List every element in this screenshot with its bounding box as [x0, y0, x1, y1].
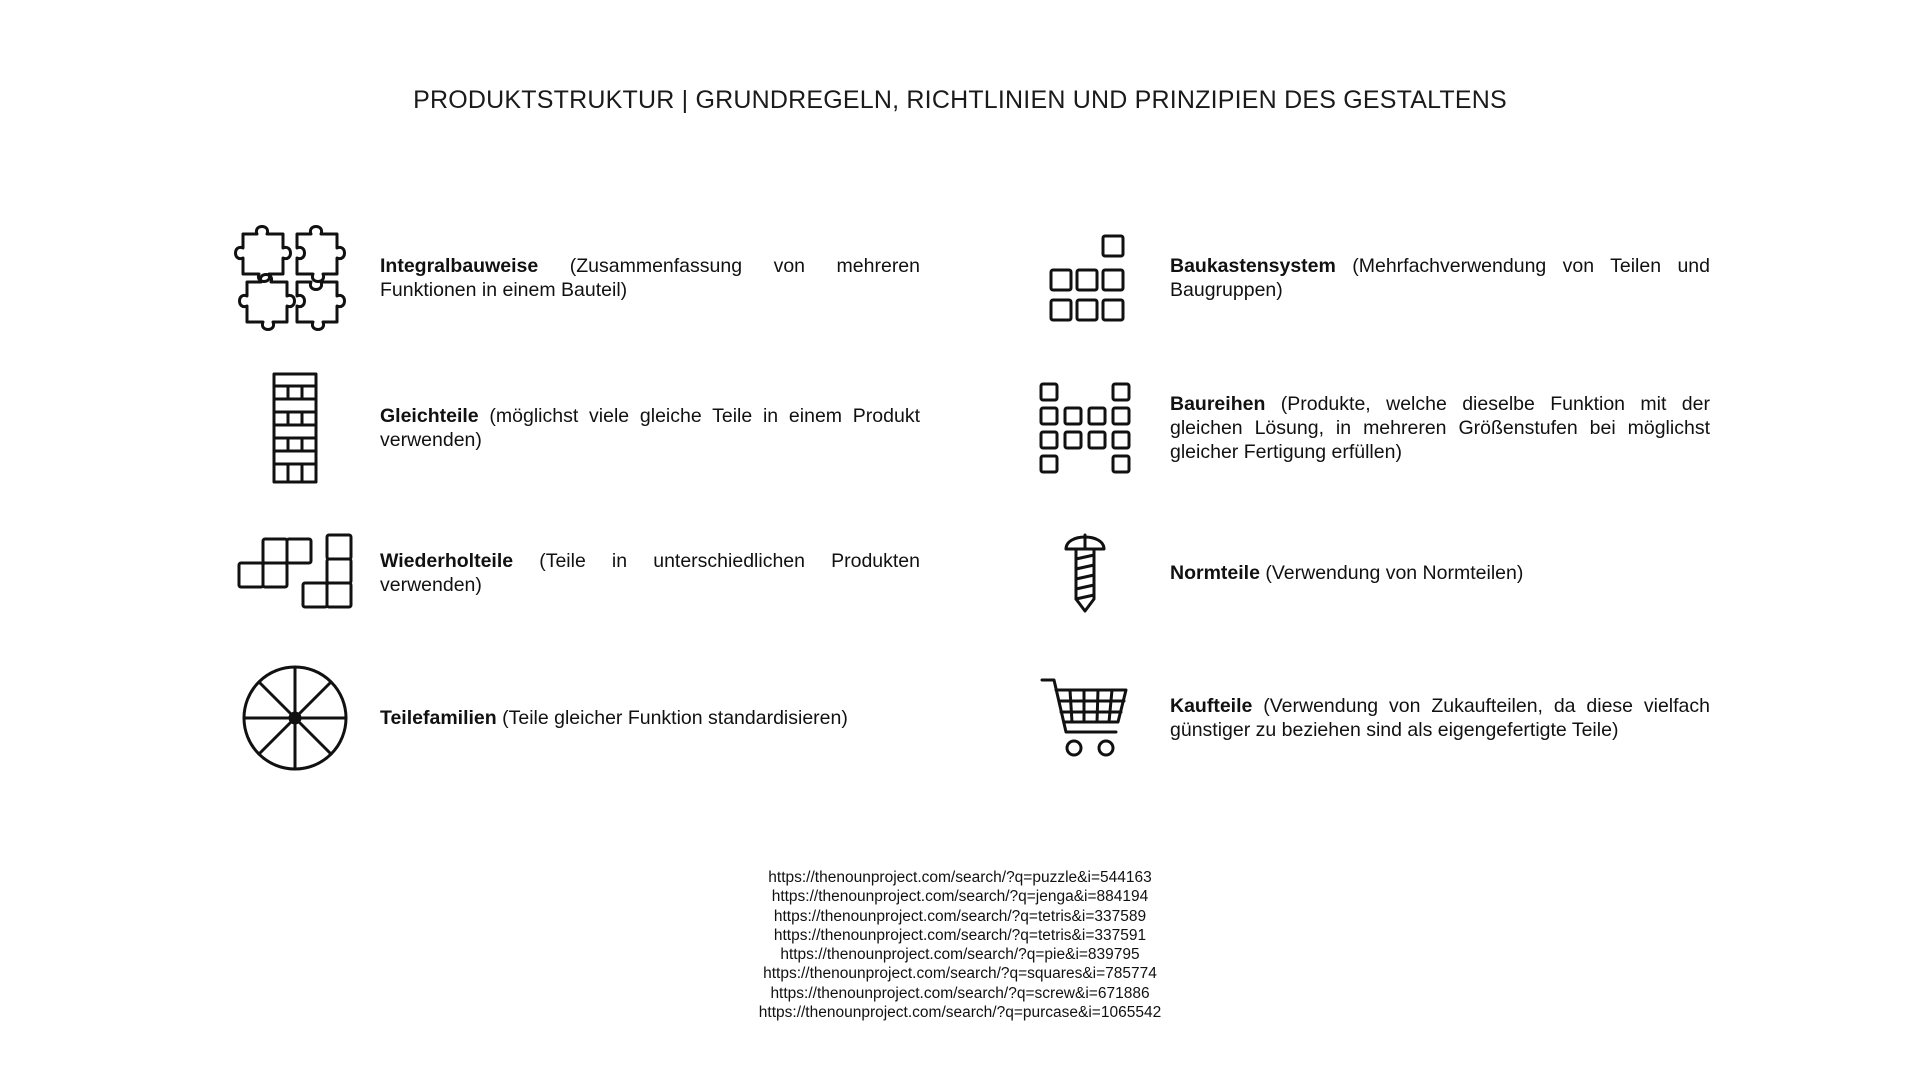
item-term: Integralbauweise — [380, 255, 539, 277]
source-link[interactable]: https://thenounproject.com/search/?q=squares&i=785774 — [763, 965, 1157, 983]
item-kaufteile — [1015, 658, 1735, 778]
item-wiederholteile — [225, 513, 945, 633]
item-description: (Verwendung von Normteilen) — [1259, 562, 1524, 584]
item-description: (Zusammenfassung von mehreren Funktionen in einem Bauteil) — [380, 255, 920, 301]
item-term: Baureihen — [1170, 393, 1266, 415]
item-description: (Verwendung von Zukaufteilen, da diese vielfach günstiger zu beziehen sind als eigengefertigte Teile) — [1170, 695, 1710, 741]
item-normteile — [1015, 513, 1735, 633]
item-term: Baukastensystem — [1170, 255, 1336, 277]
item-term: Kaufteile — [1170, 695, 1253, 717]
item-baukastensystem — [1015, 218, 1735, 338]
squares-grid-icon — [1015, 368, 1155, 488]
source-link[interactable]: https://thenounproject.com/search/?q=tetris&i=337591 — [773, 926, 1147, 944]
item-description: (Produkte, welche dieselbe Funktion mit der gleichen Lösung, in mehreren Größenstufen bei möglichst gleicher Fertigung erfüllen) — [1170, 393, 1710, 463]
item-description: (Teile gleicher Funktion standardisieren) — [496, 707, 848, 729]
squares-icon — [1015, 218, 1155, 338]
item-text — [1170, 694, 1710, 742]
shopping-cart-icon — [1015, 658, 1155, 778]
item-integralbauweise — [225, 218, 945, 338]
item-text — [380, 404, 920, 452]
source-link[interactable]: https://thenounproject.com/search/?q=puzzle&i=544163 — [768, 869, 1152, 886]
item-description: (Teile in unterschiedlichen Produkten verwenden) — [380, 550, 920, 596]
item-term: Teilefamilien — [380, 707, 497, 729]
source-link[interactable]: https://thenounproject.com/search/?q=screw&i=671886 — [770, 984, 1150, 1002]
item-text — [380, 549, 920, 597]
page-title: PRODUKTSTRUKTUR | GRUNDREGELN, RICHTLINIEN UND PRINZIPIEN DES GESTALTENS — [413, 86, 1507, 114]
item-text — [1170, 254, 1710, 302]
item-description: (möglichst viele gleiche Teile in einem Produkt verwenden) — [380, 405, 920, 451]
screw-icon — [1015, 513, 1155, 633]
puzzle-icon — [225, 218, 365, 338]
item-text — [380, 254, 920, 302]
item-term: Normteile — [1170, 562, 1260, 584]
source-link[interactable]: https://thenounproject.com/search/?q=jenga&i=884194 — [771, 888, 1149, 906]
source-link[interactable]: https://thenounproject.com/search/?q=tetris&i=337589 — [773, 907, 1147, 925]
item-text — [380, 706, 848, 730]
jenga-icon — [225, 368, 365, 488]
item-term: Wiederholteile — [380, 550, 514, 572]
source-link[interactable]: https://thenounproject.com/search/?q=purcase&i=1065542 — [758, 1004, 1162, 1022]
item-teilefamilien — [225, 658, 945, 778]
source-link[interactable]: https://thenounproject.com/search/?q=pie&i=839795 — [780, 946, 1140, 964]
source-links — [0, 868, 1920, 1022]
tetris-icon — [225, 513, 365, 633]
item-gleichteile — [225, 368, 945, 488]
item-term: Gleichteile — [380, 405, 479, 427]
item-text — [1170, 392, 1710, 464]
item-description: (Mehrfachverwendung von Teilen und Baugruppen) — [1170, 255, 1710, 301]
pie-icon — [225, 658, 365, 778]
item-baureihen — [1015, 368, 1735, 488]
item-text — [1170, 561, 1523, 585]
